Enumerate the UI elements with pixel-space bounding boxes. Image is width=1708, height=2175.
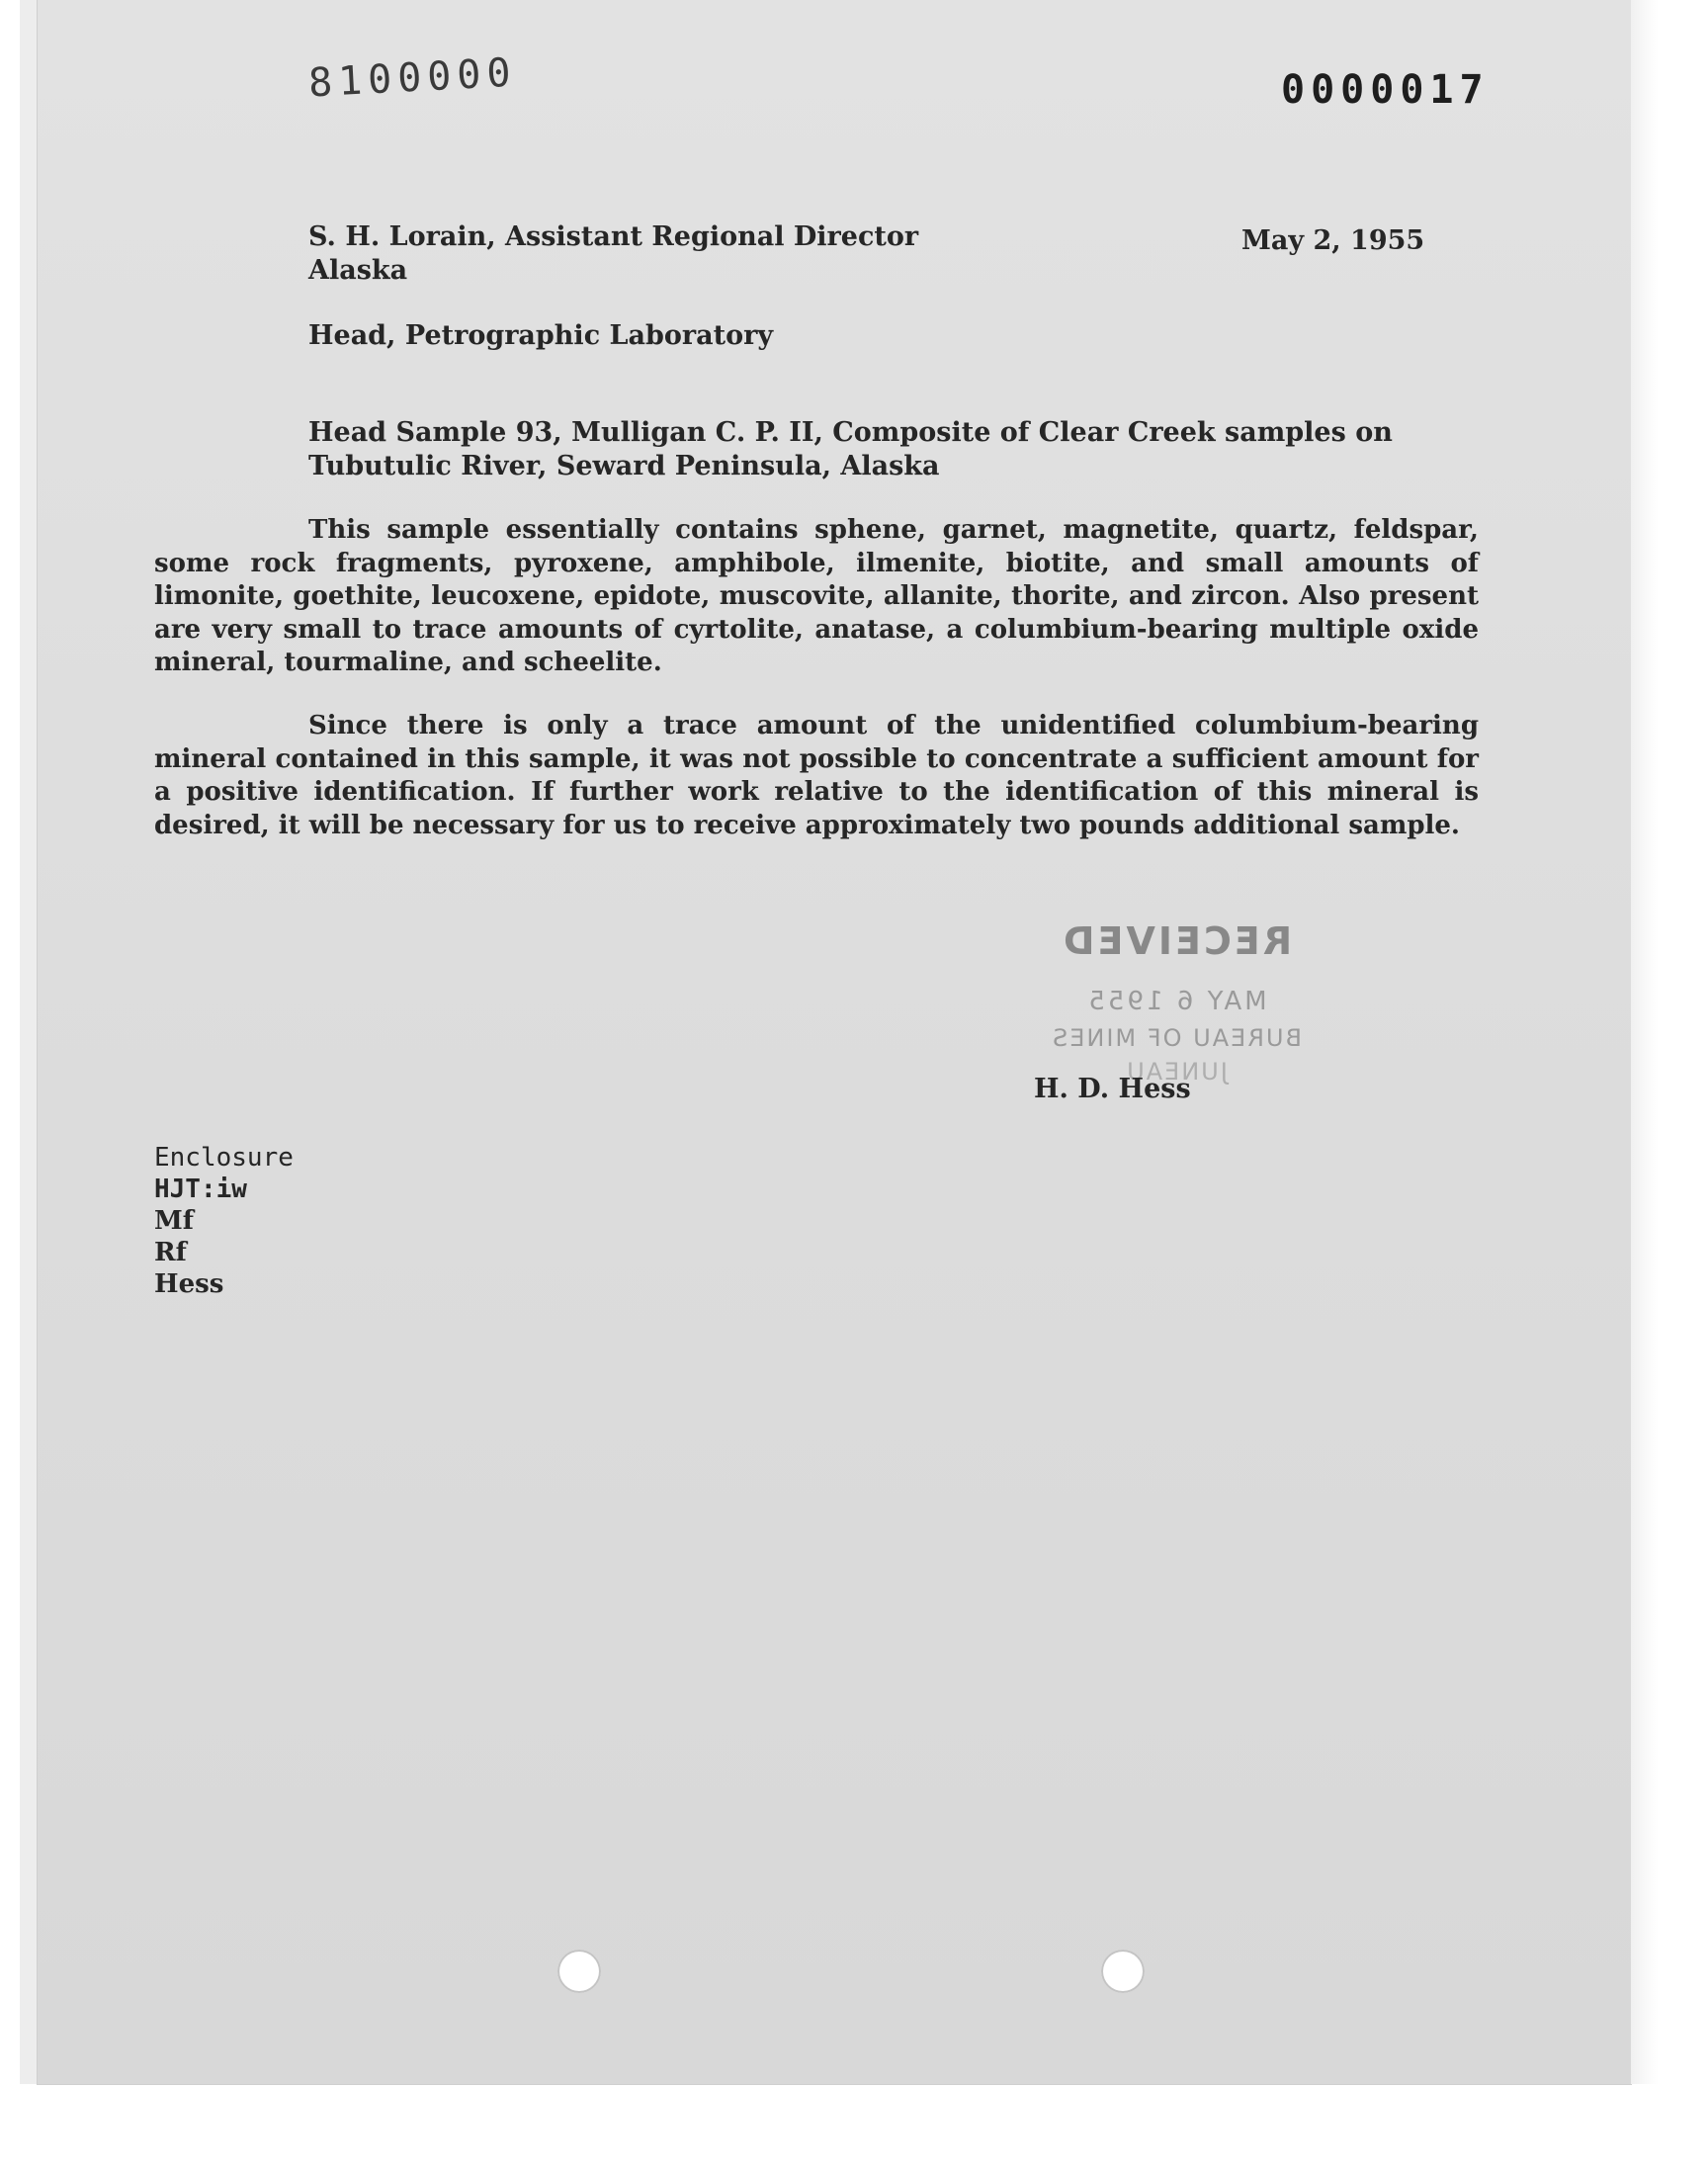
body-paragraph-2: Since there is only a trace amount of the unidentified columbium-bearing mineral contained in this sample, it was not possible to concentrate a sufficient amount for a positive identification. If further work relative to the identification of this mineral is desired, it will be necessary for us to receive approximately two pounds additional sample. <box>154 711 1479 840</box>
document-number-right: 0000017 <box>1281 67 1490 113</box>
stamp-date: MAY 6 1955 <box>1085 987 1267 1016</box>
enclosure-note: Enclosure <box>154 1143 294 1173</box>
copy-recipient: Hess <box>154 1269 224 1299</box>
sender-line: Head, Petrographic Laboratory <box>308 320 774 351</box>
subject-line-1: Head Sample 93, Mulligan C. P. II, Composite of Clear Creek samples on <box>308 417 1393 448</box>
stamp-organization: BUREAU OF MINES <box>1051 1024 1302 1052</box>
typist-initials: HJT:iw <box>154 1174 247 1204</box>
scan-right-edge <box>1631 0 1659 2084</box>
punch-hole <box>557 1950 601 1993</box>
recipient-line: S. H. Lorain, Assistant Regional Director <box>308 221 919 252</box>
signature-name: H. D. Hess <box>1034 1074 1191 1104</box>
punch-hole <box>1101 1950 1145 1993</box>
scanned-page <box>38 0 1631 2084</box>
stamp-title: RECEIVED <box>1060 919 1293 963</box>
recipient-location: Alaska <box>308 255 408 286</box>
scan-left-edge <box>20 0 38 2084</box>
subject-line-2: Tubutulic River, Seward Peninsula, Alaska <box>308 451 940 481</box>
memo-date: May 2, 1955 <box>1241 225 1425 256</box>
copy-recipient: Rf <box>154 1238 187 1267</box>
body-paragraph-1: This sample essentially contains sphene, garnet, magnetite, quartz, feldspar, some rock fragments, pyroxene, amphibole, ilmenite, biotite, and small amounts of limonite, goethite, leucoxene, epidote, muscovite, allanite, thorite, and zircon. Also present are very small to trace amounts of cyrtolite, anatase, a columbium-bearing multiple oxide mineral, tourmaline, and scheelite. <box>154 515 1479 678</box>
stamp-city: JUNEAU <box>1125 1058 1228 1086</box>
document-number-left: 8100000 <box>306 49 518 107</box>
copy-recipient: Mf <box>154 1206 194 1236</box>
